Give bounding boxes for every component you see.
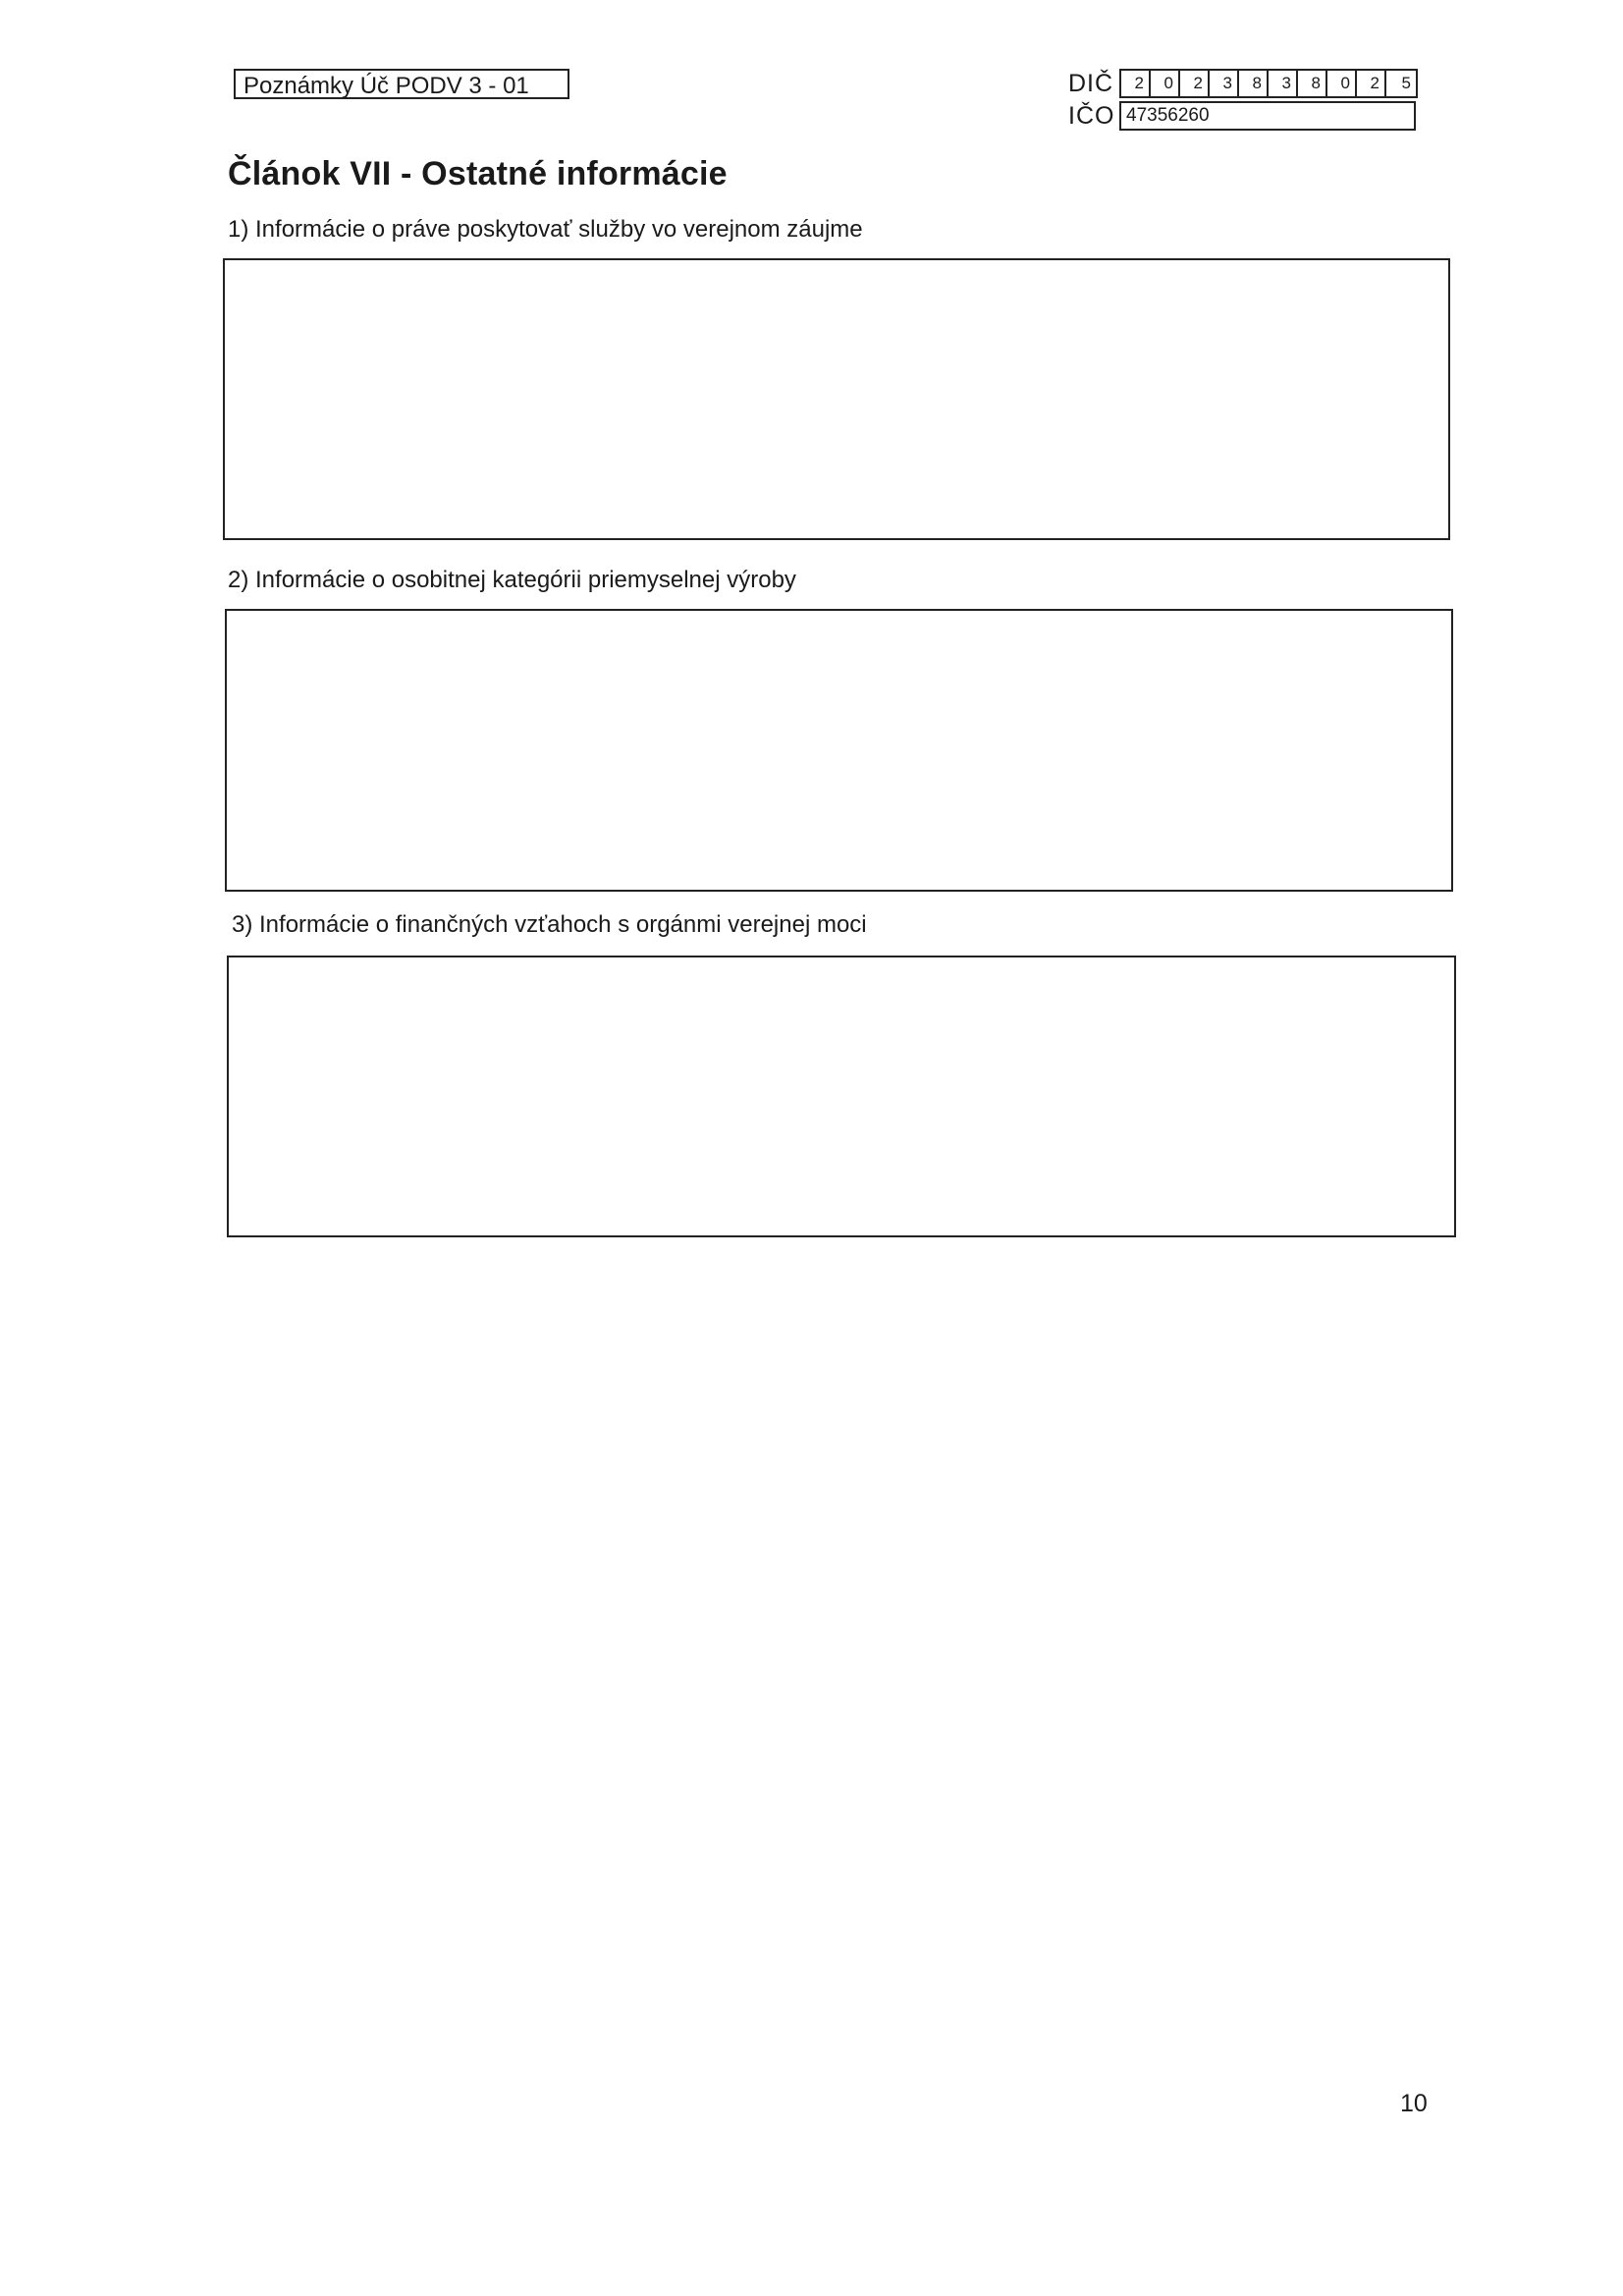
dic-digit: 0 [1327,71,1357,96]
section-1-text-area[interactable] [223,258,1450,540]
section-3-label: 3) Informácie o finančných vzťahoch s orgánmi verejnej moci [232,911,867,938]
form-code-label: Poznámky Úč PODV 3 - 01 [234,69,569,99]
section-3-text-area[interactable] [227,956,1456,1237]
article-title: Článok VII - Ostatné informácie [228,155,728,192]
dic-row [1068,69,1418,98]
section-2-text-area[interactable] [225,609,1453,892]
section-1-label: 1) Informácie o práve poskytovať služby vo verejnom záujme [228,216,863,243]
dic-label: DIČ [1068,70,1114,97]
dic-digit: 2 [1357,71,1386,96]
ico-label: IČO [1068,102,1115,130]
dic-digit: 2 [1121,71,1151,96]
dic-digit-boxes [1119,69,1418,98]
dic-digit: 3 [1210,71,1239,96]
dic-digit: 5 [1401,74,1411,92]
dic-digit: 8 [1298,71,1327,96]
ico-value: 47356260 [1119,101,1416,131]
dic-digit: 8 [1239,71,1269,96]
page-number: 10 [1400,2090,1428,2117]
taxpayer-identifiers [1068,69,1418,134]
dic-digit: 2 [1180,71,1210,96]
dic-digit: 0 [1151,71,1180,96]
section-2-label: 2) Informácie o osobitnej kategórii priemyselnej výroby [228,567,796,593]
ico-row [1068,101,1418,131]
dic-digit: 3 [1269,71,1298,96]
